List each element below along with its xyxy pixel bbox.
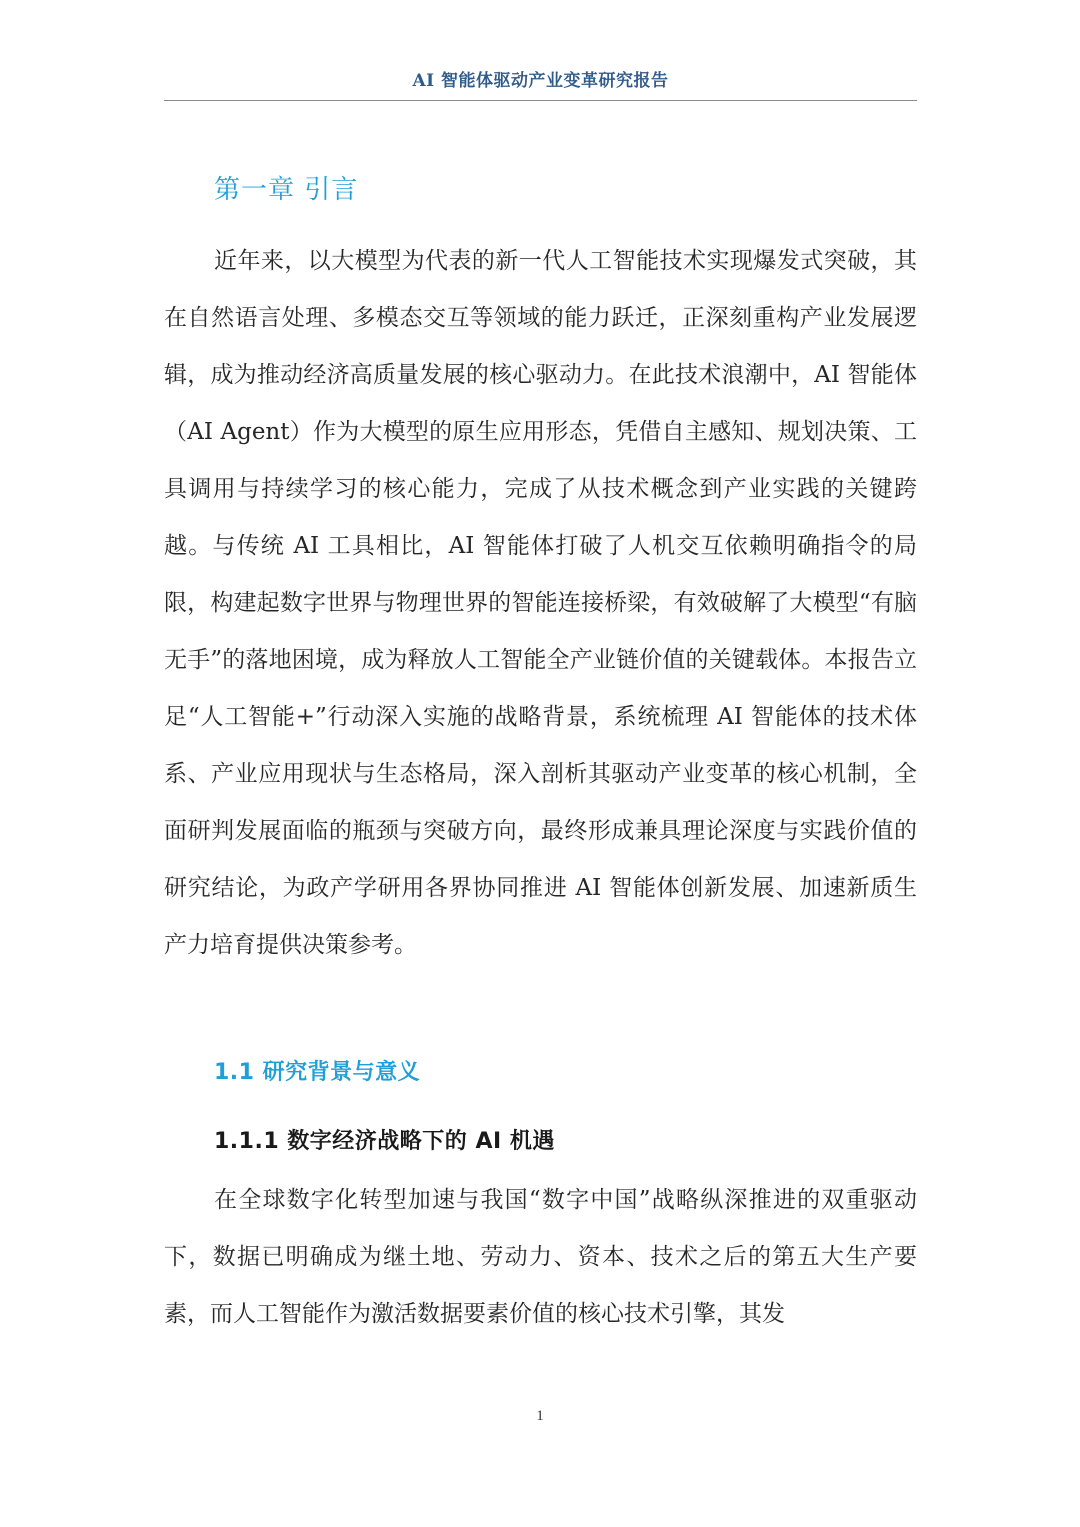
- section-title: 1.1 研究背景与意义: [214, 1060, 421, 1085]
- subsection-title: 1.1.1 数字经济战略下的 AI 机遇: [214, 1129, 555, 1154]
- digital-economy-paragraph: 在全球数字化转型加速与我国“数字中国”战略纵深推进的双重驱动下，数据已明确成为继土地、劳动力、资本、技术之后的第五大生产要素，而人工智能作为激活数据要素价值的核心技术引擎，其发: [164, 1187, 917, 1327]
- intro-paragraph: 近年来，以大模型为代表的新一代人工智能技术实现爆发式突破，其在自然语言处理、多模态交互等领域的能力跃迁，正深刻重构产业发展逻辑，成为推动经济高质量发展的核心驱动力。在此技术浪潮中，AI 智能体（AI Agent）作为大模型的原生应用形态，凭借自主感知、规划决策、工具调用与持续学习的核心能力，完成了从技术概念到产业实践的关键跨越。与传统 AI 工具相比，AI 智能体打破了人机交互依赖明确指令的局限，构建起数字世界与物理世界的智能连接桥梁，有效破解了大模型“有脑无手”的落地困境，成为释放人工智能全产业链价值的关键载体。本报告立足“人工智能+”行动深入实施的战略背景，系统梳理 AI 智能体的技术体系、产业应用现状与生态格局，深入剖析其驱动产业变革的核心机制，全面研判发展面临的瓶颈与突破方向，最终形成兼具理论深度与实践价值的研究结论，为政产学研用各界协同推进 AI 智能体创新发展、加速新质生产力培育提供决策参考。: [164, 248, 917, 958]
- page-header: [164, 66, 917, 101]
- report-title: AI 智能体驱动产业变革研究报告: [412, 71, 669, 91]
- page-number: 1: [536, 1408, 544, 1424]
- chapter-title: 第一章 引言: [214, 175, 359, 205]
